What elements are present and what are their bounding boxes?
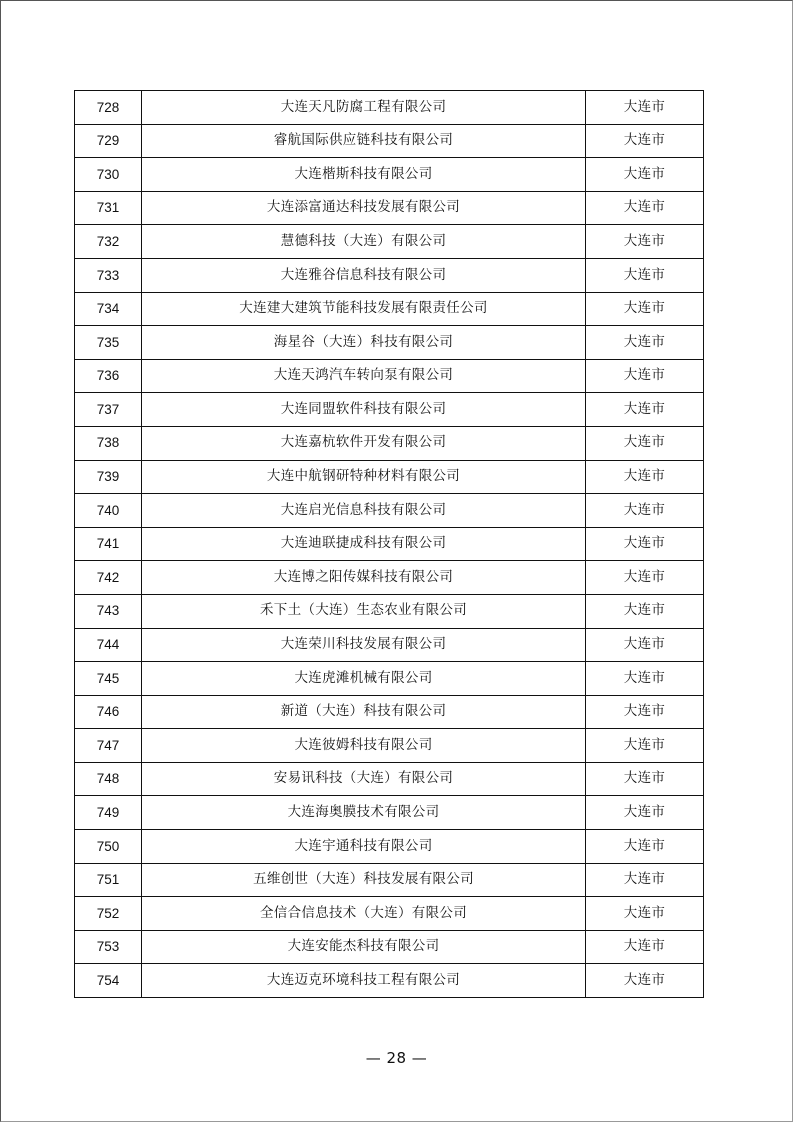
table-row (75, 695, 704, 729)
table-row (75, 729, 704, 763)
city-cell: 大连市 (586, 359, 704, 393)
row-number-cell: 739 (75, 460, 142, 494)
city-cell: 大连市 (586, 460, 704, 494)
city-cell: 大连市 (586, 628, 704, 662)
table-row (75, 628, 704, 662)
table-row (75, 258, 704, 292)
row-number-cell: 747 (75, 729, 142, 763)
table-row (75, 662, 704, 696)
row-number-cell: 751 (75, 863, 142, 897)
table-row (75, 527, 704, 561)
table-row (75, 426, 704, 460)
table-row (75, 292, 704, 326)
company-name-cell: 大连天凡防腐工程有限公司 (142, 91, 586, 125)
row-number-cell: 746 (75, 695, 142, 729)
city-cell: 大连市 (586, 292, 704, 326)
row-number-cell: 738 (75, 426, 142, 460)
table-row (75, 460, 704, 494)
row-number-cell: 731 (75, 191, 142, 225)
company-name-cell: 大连宇通科技有限公司 (142, 830, 586, 864)
row-number-cell: 754 (75, 964, 142, 998)
row-number-cell: 741 (75, 527, 142, 561)
row-number-cell: 750 (75, 830, 142, 864)
company-name-cell: 新道（大连）科技有限公司 (142, 695, 586, 729)
table-row (75, 191, 704, 225)
city-cell: 大连市 (586, 426, 704, 460)
row-number-cell: 735 (75, 326, 142, 360)
table-row (75, 225, 704, 259)
city-cell: 大连市 (586, 662, 704, 696)
city-cell: 大连市 (586, 494, 704, 528)
city-cell: 大连市 (586, 191, 704, 225)
row-number-cell: 749 (75, 796, 142, 830)
company-name-cell: 大连嘉杭软件开发有限公司 (142, 426, 586, 460)
table-row (75, 964, 704, 998)
company-name-cell: 大连启光信息科技有限公司 (142, 494, 586, 528)
row-number-cell: 729 (75, 124, 142, 158)
city-cell: 大连市 (586, 527, 704, 561)
row-number-cell: 743 (75, 594, 142, 628)
city-cell: 大连市 (586, 225, 704, 259)
table-row (75, 326, 704, 360)
company-name-cell: 大连海奥膜技术有限公司 (142, 796, 586, 830)
table-row (75, 762, 704, 796)
company-name-cell: 安易讯科技（大连）有限公司 (142, 762, 586, 796)
row-number-cell: 733 (75, 258, 142, 292)
table-row (75, 494, 704, 528)
table-row (75, 830, 704, 864)
city-cell: 大连市 (586, 964, 704, 998)
company-name-cell: 全信合信息技术（大连）有限公司 (142, 897, 586, 931)
city-cell: 大连市 (586, 91, 704, 125)
city-cell: 大连市 (586, 897, 704, 931)
city-cell: 大连市 (586, 258, 704, 292)
table-row (75, 930, 704, 964)
city-cell: 大连市 (586, 124, 704, 158)
city-cell: 大连市 (586, 594, 704, 628)
table-row (75, 594, 704, 628)
city-cell: 大连市 (586, 830, 704, 864)
company-name-cell: 五维创世（大连）科技发展有限公司 (142, 863, 586, 897)
table-body (75, 91, 704, 998)
company-name-cell: 大连博之阳传媒科技有限公司 (142, 561, 586, 595)
row-number-cell: 744 (75, 628, 142, 662)
table-row (75, 124, 704, 158)
row-number-cell: 752 (75, 897, 142, 931)
city-cell: 大连市 (586, 762, 704, 796)
company-list-table (74, 90, 704, 998)
table-row (75, 796, 704, 830)
company-name-cell: 大连楷斯科技有限公司 (142, 158, 586, 192)
row-number-cell: 730 (75, 158, 142, 192)
city-cell: 大连市 (586, 326, 704, 360)
company-name-cell: 大连添富通达科技发展有限公司 (142, 191, 586, 225)
company-name-cell: 睿航国际供应链科技有限公司 (142, 124, 586, 158)
city-cell: 大连市 (586, 561, 704, 595)
row-number-cell: 745 (75, 662, 142, 696)
company-list-table-wrapper (74, 90, 700, 998)
company-name-cell: 海星谷（大连）科技有限公司 (142, 326, 586, 360)
page-number: — 28 — (365, 1049, 428, 1067)
row-number-cell: 734 (75, 292, 142, 326)
table-row (75, 897, 704, 931)
city-cell: 大连市 (586, 393, 704, 427)
table-row (75, 863, 704, 897)
row-number-cell: 748 (75, 762, 142, 796)
row-number-cell: 728 (75, 91, 142, 125)
row-number-cell: 753 (75, 930, 142, 964)
row-number-cell: 740 (75, 494, 142, 528)
city-cell: 大连市 (586, 863, 704, 897)
company-name-cell: 大连迪联捷成科技有限公司 (142, 527, 586, 561)
table-row (75, 158, 704, 192)
company-name-cell: 大连安能杰科技有限公司 (142, 930, 586, 964)
row-number-cell: 732 (75, 225, 142, 259)
city-cell: 大连市 (586, 729, 704, 763)
company-name-cell: 大连虎滩机械有限公司 (142, 662, 586, 696)
row-number-cell: 737 (75, 393, 142, 427)
company-name-cell: 大连荣川科技发展有限公司 (142, 628, 586, 662)
company-name-cell: 大连天鸿汽车转向泵有限公司 (142, 359, 586, 393)
city-cell: 大连市 (586, 796, 704, 830)
company-name-cell: 禾下土（大连）生态农业有限公司 (142, 594, 586, 628)
company-name-cell: 大连同盟软件科技有限公司 (142, 393, 586, 427)
table-row (75, 359, 704, 393)
city-cell: 大连市 (586, 158, 704, 192)
company-name-cell: 大连建大建筑节能科技发展有限责任公司 (142, 292, 586, 326)
city-cell: 大连市 (586, 695, 704, 729)
company-name-cell: 慧德科技（大连）有限公司 (142, 225, 586, 259)
row-number-cell: 736 (75, 359, 142, 393)
company-name-cell: 大连雅谷信息科技有限公司 (142, 258, 586, 292)
company-name-cell: 大连迈克环境科技工程有限公司 (142, 964, 586, 998)
company-name-cell: 大连中航钢研特种材料有限公司 (142, 460, 586, 494)
row-number-cell: 742 (75, 561, 142, 595)
company-name-cell: 大连彼姆科技有限公司 (142, 729, 586, 763)
table-row (75, 561, 704, 595)
table-row (75, 91, 704, 125)
city-cell: 大连市 (586, 930, 704, 964)
table-row (75, 393, 704, 427)
